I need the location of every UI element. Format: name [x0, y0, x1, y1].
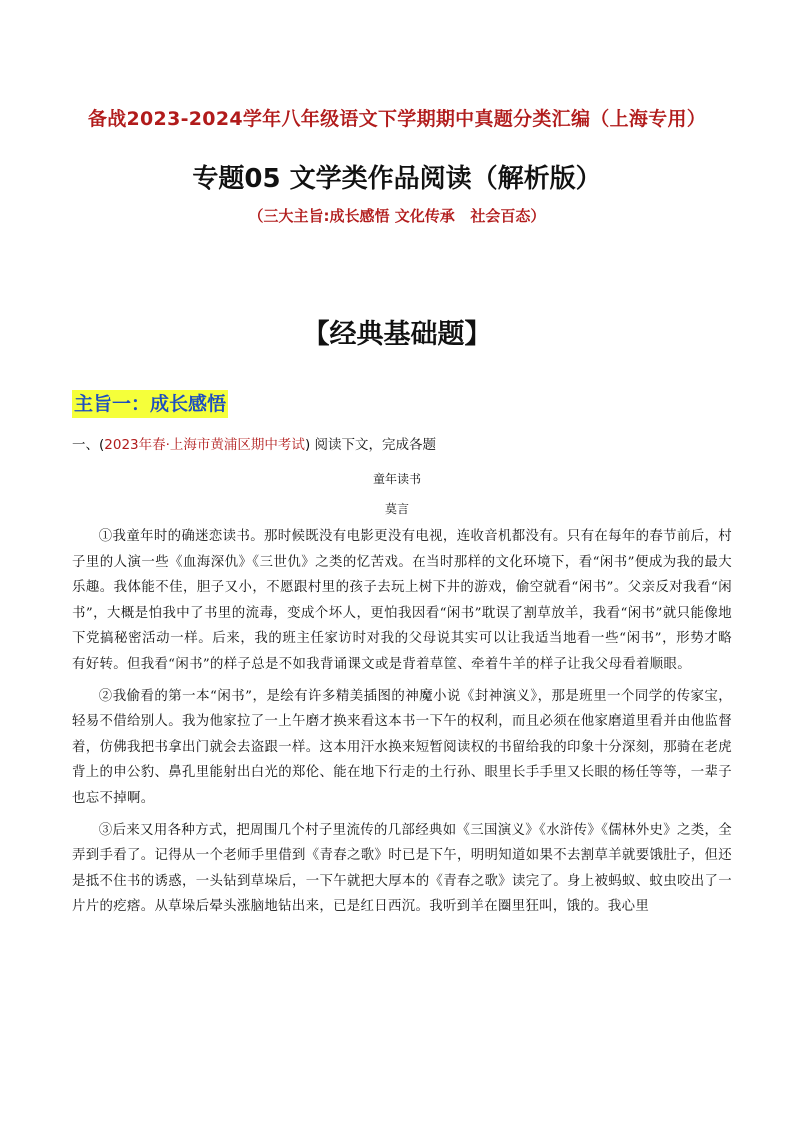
- series-title: 备战2023-2024学年八年级语文下学期期中真题分类汇编（上海专用）: [87, 108, 707, 130]
- page-subtitle: （三大主旨:成长感悟 文化传承 社会百态）: [248, 207, 546, 225]
- article-author: 莫言: [384, 502, 409, 516]
- question-source: 2023年春·上海市黄浦区期中考试: [104, 437, 305, 453]
- theme-heading: 主旨一：成长感悟: [72, 390, 228, 418]
- page-title: 专题05 文学类作品阅读（解析版）: [192, 164, 602, 194]
- question-instruction: [72, 433, 436, 453]
- section-header: 【经典基础题】: [302, 319, 492, 350]
- paragraph: ②我偷看的第一本“闲书”，是绘有许多精美插图的神魔小说《封神演义》，那是班里一个同学的传家宝，轻易不借给别人。我为他家拉了一上午磨才换来看这本书一下午的权利，而且必须在他家磨道里看并由他监督着，仿佛我把书拿出门就会去盗跟一样。这本用汗水换来短暂阅读权的书留给我的印象十分深刻，那骑在老虎背上的申公豹、鼻孔里能射出白光的郑伦、能在地下行走的土行孙、眼里长手手里又长眼的杨任等等，一辈子也忘不掉啊。: [72, 688, 732, 806]
- paragraph: ③后来又用各种方式，把周围几个村子里流传的几部经典如《三国演义》《水浒传》《儒林外史》之类，全弄到手看了。记得从一个老师手里借到《青春之歌》时已是下午，明明知道如果不去割草羊就要饿肚子，但还是抵不住书的诱惑，一头钻到草垛后，一下午就把大厚本的《青春之歌》读完了。身上被蚂蚁、蚊虫咬出了一片片的疙瘩。从草垛后晕头涨脑地钻出来，已是红日西沉。我听到羊在圈里狂叫，饿的。我心里: [72, 822, 732, 915]
- question-prefix: 一、(: [72, 437, 105, 453]
- article-title: 童年读书: [372, 472, 421, 486]
- article-body: [72, 524, 732, 926]
- question-suffix: ) 阅读下文，完成各题: [304, 437, 436, 453]
- paragraph: ①我童年时的确迷恋读书。那时候既没有电影更没有电视，连收音机都没有。只有在每年的春节前后，村子里的人演一些《血海深仇》《三世仇》之类的忆苦戏。在当时那样的文化环境下，看“闲书”便成为我的最大乐趣。我体能不佳，胆子又小，不愿跟村里的孩子去玩上树下井的游戏，偷空就看“闲书”。父亲反对我看“闲书”，大概是怕我中了书里的流毒，变成个坏人，更怕我因看“闲书”耽误了割草放羊，我看“闲书”就只能像地下党搞秘密活动一样。后来，我的班主任家访时对我的父母说其实可以让我适当地看一些“闲书”，形势才略有好转。但我看“闲书”的样子总是不如我背诵课文或是背着草筐、牵着牛羊的样子让我父母看着顺眼。: [72, 529, 732, 672]
